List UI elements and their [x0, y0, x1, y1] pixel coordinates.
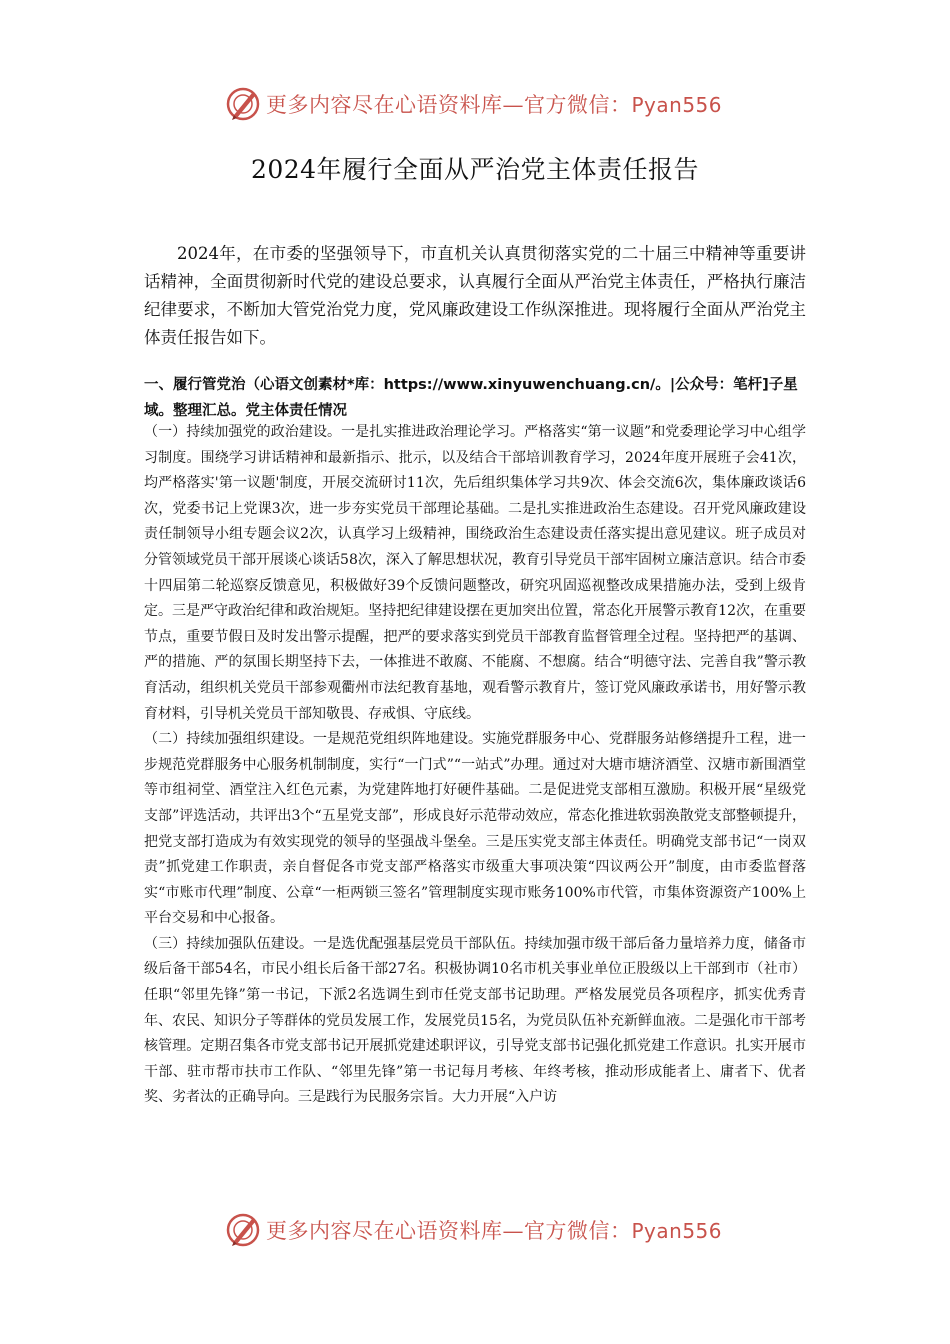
section-heading: 一、履行管党治（心语文创素材*库：https://www.xinyuwenchuang.cn/。|公众号：笔杆]子星域。整理汇总。党主体责任情况: [144, 377, 798, 419]
intro-paragraph: 2024年，在市委的坚强领导下，市直机关认真贯彻落实党的二十届三中精神等重要讲话精神，全面贯彻新时代党的建设总要求，认真履行全面从严治党主体责任，严格执行廉洁纪律要求，不断加大管党治党力度，党风廉政建设工作纵深推进。现将履行全面从严治党主体责任报告如下。: [144, 244, 806, 347]
banner-text: 更多内容尽在心语资料库—官方微信：Pyan556: [266, 93, 723, 117]
banner-text: 更多内容尽在心语资料库—官方微信：Pyan556: [266, 1219, 723, 1243]
wechat-handle: Pyan556: [631, 93, 723, 117]
paragraph-team-building: （三）持续加强队伍建设。一是选优配强基层党员干部队伍。持续加强市级干部后备力量培养力度，储备市级后备干部54名，市民小组长后备干部27名。积极协调10名市机关事业单位正股级以上干部到市（社市）任职“邻里先锋”第一书记，下派2名选调生到市任党支部书记助理。严格发展党员各项程序，抓实优秀青年、农民、知识分子等群体的党员发展工作，发展党员15名，为党员队伍补充新鲜血液。二是强化市干部考核管理。定期召集各市党支部书记开展抓党建述职评议，引导党支部书记强化抓党建工作意识。扎实开展市干部、驻市帮市扶市工作队、“邻里先锋”第一书记每月考核、年终考核，推动形成能者上、庸者下、优者奖、劣者汰的正确导向。三是践行为民服务宗旨。大力开展“入户访: [144, 935, 806, 1106]
document-title: 2024年履行全面从严治党主体责任报告: [250, 155, 700, 184]
paragraph-organization-building: （二）持续加强组织建设。一是规范党组织阵地建设。实施党群服务中心、党群服务站修缮提升工程，进一步规范党群服务中心服务机制制度，实行“一门式”“一站式”办理。通过对大塘市塘济酒堂、汉塘市新围酒堂等市组祠堂、酒堂注入红色元素，为党建阵地打好硬件基础。二是促进党支部相互激励。积极开展“星级党支部”评选活动，共评出3个“五星党支部”，形成良好示范带动效应，常态化推进软弱涣散党支部整顿提升，把党支部打造成为有效实现党的领导的坚强战斗堡垒。三是压实党支部主体责任。明确党支部书记“一岗双责”抓党建工作职责，亲自督促各市党支部严格落实市级重大事项决策“四议两公开”制度，由市委监督落实“市账市代理”制度、公章“一柜两锁三签名”管理制度实现市账务100%市代管，市集体资源资产100%上平台交易和中心报备。: [144, 731, 806, 927]
header-watermark-banner: [0, 83, 950, 123]
section-body: [144, 420, 806, 1111]
wechat-handle: Pyan556: [631, 1219, 723, 1243]
pen-logo-icon: [226, 87, 260, 121]
footer-watermark-banner: [0, 1209, 950, 1249]
pen-logo-icon: [226, 1213, 260, 1247]
paragraph-political-building: （一）持续加强党的政治建设。一是扎实推进政治理论学习。严格落实“第一议题”和党委理论学习中心组学习制度。围绕学习讲话精神和最新指示、批示，以及结合干部培训教育学习，2024年度开展班子会41次，均严格落实'第一议题'制度，开展交流研讨11次，先后组织集体学习共9次、体会交流6次，集体廉政谈话6次，党委书记上党课3次，进一步夯实党员干部理论基础。二是扎实推进政治生态建设。召开党风廉政建设责任制领导小组专题会议2次，认真学习上级精神，围绕政治生态建设责任落实提出意见建议。班子成员对分管领域党员干部开展谈心谈话58次，深入了解思想状况，教育引导党员干部牢固树立廉洁意识。结合市委十四届第二轮巡察反馈意见，积极做好39个反馈问题整改，研究巩固巡视整改成果措施办法，受到上级肯定。三是严守政治纪律和政治规矩。坚持把纪律建设摆在更加突出位置，常态化开展警示教育12次，在重要节点，重要节假日及时发出警示提醒，把严的要求落实到党员干部教育监督管理全过程。坚持把严的基调、严的措施、严的氛围长期坚持下去，一体推进不敢腐、不能腐、不想腐。结合“明德守法、完善自我”警示教育活动，组织机关党员干部参观衢州市法纪教育基地，观看警示教育片，签订党风廉政承诺书，用好警示教育材料，引导机关党员干部知敬畏、存戒惧、守底线。: [144, 424, 806, 722]
